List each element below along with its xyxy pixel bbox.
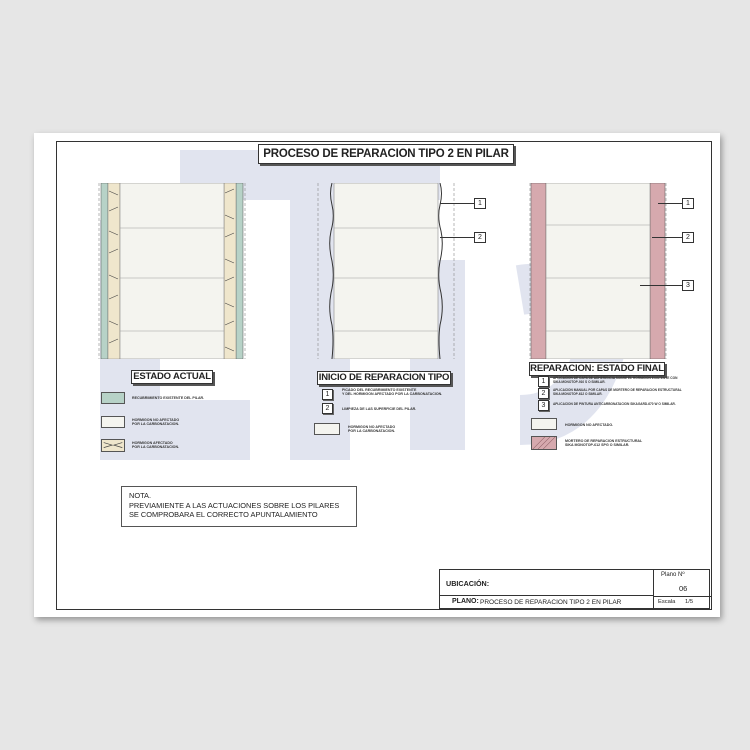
note-heading: NOTA. — [129, 491, 152, 500]
page-title: PROCESO DE REPARACION TIPO 2 EN PILAR — [258, 144, 514, 164]
step-text: PICADO DEL RECUBRIMIENTO EXISTENTE Y DEL HORMIGON AFECTADO POR LA CARBONATACION. — [342, 388, 443, 397]
section-title-final: REPARACION: ESTADO FINAL — [530, 363, 664, 374]
note-box — [121, 486, 357, 527]
section-title-estado-actual: ESTADO ACTUAL — [131, 370, 213, 384]
legend-text: HORMIGON AFECTADO POR LA CARBONATACION. — [132, 441, 180, 450]
step-text: APLICACION DE CAPA DE ADHERENCIA SOBRE EL HORMIGON EXISTENTE CON SIKA MONOTOP-910 S O SIMILAR. — [553, 376, 678, 384]
step-number: 2 — [322, 403, 333, 414]
mortar-left — [531, 183, 546, 359]
legend-text: HORMIGON NO AFECTADO. — [565, 423, 614, 427]
legend-swatch-afectado — [101, 439, 125, 452]
step-number: 2 — [538, 388, 549, 399]
callout-1: 1 — [474, 198, 486, 209]
cover-layer-left — [101, 183, 108, 359]
step-number: 1 — [322, 389, 333, 400]
plano-label: PLANO: — [452, 598, 479, 605]
plano-value: PROCESO DE REPARACION TIPO 2 EN PILAR — [480, 599, 622, 606]
legend-swatch-hormigon — [531, 418, 557, 430]
legend-swatch-mortero — [531, 436, 557, 450]
escala-value: 1/5 — [685, 599, 694, 605]
core-concrete — [546, 183, 650, 359]
carbonated-left — [108, 183, 120, 359]
note-line: PREVIAMIENTE A LAS ACTUACIONES SOBRE LOS PILARES — [129, 500, 340, 510]
ubicacion-label: UBICACIÓN: — [446, 579, 490, 588]
step-number: 1 — [538, 376, 549, 387]
step-text: APLICACION MANUAL POR CAPAS DE MORTERO DE REPARACION ESTRUCTURAL SIKA MONOTOP-612 O SIMILAR. — [553, 388, 682, 396]
legend-text: HORMIGON NO AFECTADO POR LA CARBONATACION. — [348, 425, 396, 434]
cover-layer-right — [236, 183, 243, 359]
core-concrete — [120, 183, 224, 359]
plano-number-value: 06 — [679, 584, 688, 593]
legend-swatch-hormigon — [101, 416, 125, 428]
legend-swatch-recubrimiento — [101, 392, 125, 404]
pillar-inicio-reparacion — [316, 183, 456, 359]
step-text: LIMPIEZA DE LAS SUPERFICIE DEL PILAR. — [342, 407, 417, 411]
callout-3: 3 — [682, 280, 694, 291]
legend-text: RECUBRIMIENTO EXISTENTE DEL PILAR. — [132, 396, 205, 400]
callout-2: 2 — [474, 232, 486, 243]
plano-number-label: Plano Nº — [661, 572, 685, 578]
callout-1: 1 — [682, 198, 694, 209]
escala-label: Escala — [658, 599, 676, 605]
pillar-estado-final — [528, 183, 668, 359]
section-title-inicio: INICIO DE REPARACION TIPO — [318, 372, 450, 383]
carbonated-right — [224, 183, 236, 359]
pillar-estado-actual — [97, 183, 247, 359]
legend-text: MORTERO DE REPARACION ESTRUCTURAL SIKA MONOTOP-612 SPG O SIMILAR. — [565, 439, 643, 448]
legend-swatch-hormigon — [314, 423, 340, 435]
title-block — [439, 569, 710, 609]
callout-2: 2 — [682, 232, 694, 243]
step-text: APLICACION DE PINTURA ANTICARBONATACION SIKAGARD-670 W O SIMILAR. — [553, 402, 676, 406]
legend-text: HORMIGON NO AFECTADO POR LA CARBONATACION. — [132, 418, 180, 427]
step-number: 3 — [538, 400, 549, 411]
core-concrete — [334, 183, 438, 359]
mortar-right — [650, 183, 665, 359]
note-line: SE COMPROBARA EL CORRECTO APUNTALAMIENTO — [129, 510, 318, 519]
